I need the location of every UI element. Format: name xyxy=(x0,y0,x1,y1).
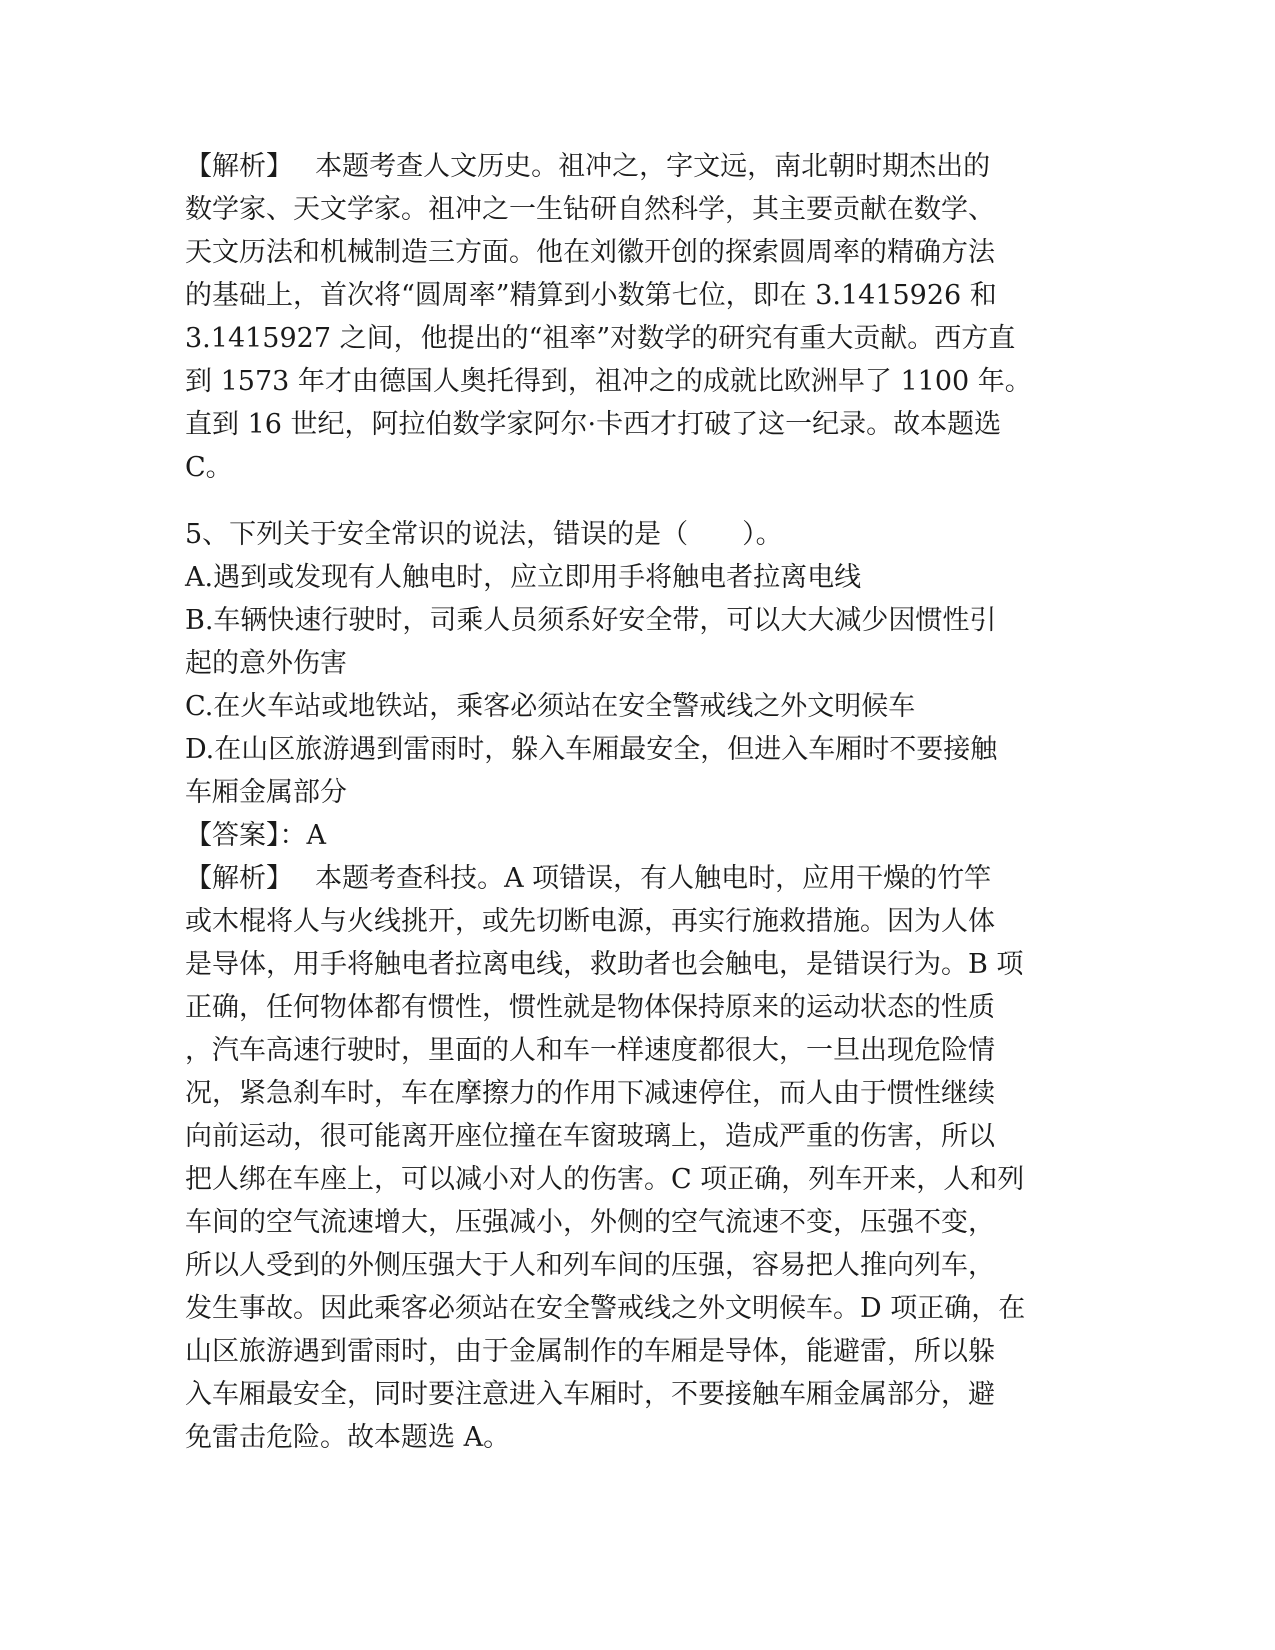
analysis-line: 到 1573 年才由德国人奥托得到，祖冲之的成就比欧洲早了 1100 年。 xyxy=(185,366,1032,397)
analysis-block xyxy=(185,857,1080,1459)
analysis-line: 把人绑在车座上，可以减小对人的伤害。C 项正确，列车开来，人和列 xyxy=(185,1164,1025,1195)
analysis-line: 3.1415927 之间，他提出的“祖率”对数学的研究有重大贡献。西方直 xyxy=(185,323,1016,354)
analysis-line: 所以人受到的外侧压强大于人和列车间的压强，容易把人推向列车， xyxy=(185,1250,995,1281)
analysis-line: 【解析】 本题考查人文历史。祖冲之，字文远，南北朝时期杰出的 xyxy=(185,151,991,182)
analysis-line: 山区旅游遇到雷雨时，由于金属制作的车厢是导体，能避雷，所以躲 xyxy=(185,1336,995,1367)
answer: 【答案】：A xyxy=(185,820,326,851)
analysis-line: 免雷击危险。故本题选 A。 xyxy=(185,1422,511,1453)
option-b-continued: 起的意外伤害 xyxy=(185,648,347,679)
question-stem: 5、下列关于安全常识的说法，错误的是（ ）。 xyxy=(185,519,783,550)
option-c: C.在火车站或地铁站，乘客必须站在安全警戒线之外文明候车 xyxy=(185,691,916,722)
analysis-line: 【解析】 本题考查科技。A 项错误，有人触电时，应用干燥的竹竿 xyxy=(185,863,992,894)
analysis-line: 入车厢最安全，同时要注意进入车厢时，不要接触车厢金属部分，避 xyxy=(185,1379,995,1410)
analysis-line: 或木棍将人与火线挑开，或先切断电源，再实行施救措施。因为人体 xyxy=(185,906,995,937)
option-b: B.车辆快速行驶时，司乘人员须系好安全带，可以大大减少因惯性引 xyxy=(185,605,997,636)
analysis-line: 直到 16 世纪，阿拉伯数学家阿尔·卡西才打破了这一纪录。故本题选 xyxy=(185,409,1002,440)
analysis-line: 车间的空气流速增大，压强减小，外侧的空气流速不变，压强不变， xyxy=(185,1207,995,1238)
analysis-line: 况，紧急刹车时，车在摩擦力的作用下减速停住，而人由于惯性继续 xyxy=(185,1078,995,1109)
paragraph-gap xyxy=(185,489,1080,513)
analysis-line: 的基础上，首次将“圆周率”精算到小数第七位，即在 3.1415926 和 xyxy=(185,280,997,311)
analysis-line: ，汽车高速行驶时，里面的人和车一样速度都很大，一旦出现危险情 xyxy=(185,1035,995,1066)
analysis-line: 正确，任何物体都有惯性，惯性就是物体保持原来的运动状态的性质 xyxy=(185,992,995,1023)
analysis-line: 天文历法和机械制造三方面。他在刘徽开创的探索圆周率的精确方法 xyxy=(185,237,995,268)
option-a: A.遇到或发现有人触电时，应立即用手将触电者拉离电线 xyxy=(185,562,862,593)
analysis-line: 是导体，用手将触电者拉离电线，救助者也会触电，是错误行为。B 项 xyxy=(185,949,1024,980)
option-d-continued: 车厢金属部分 xyxy=(185,777,347,808)
option-d: D.在山区旅游遇到雷雨时，躲入车厢最安全，但进入车厢时不要接触 xyxy=(185,734,998,765)
analysis-line: 向前运动，很可能离开座位撞在车窗玻璃上，造成严重的伤害，所以 xyxy=(185,1121,995,1152)
analysis-line: 数学家、天文学家。祖冲之一生钻研自然科学，其主要贡献在数学、 xyxy=(185,194,995,225)
question-5-block xyxy=(185,513,1080,1459)
previous-analysis-block xyxy=(185,145,1080,489)
analysis-line: C。 xyxy=(185,452,233,483)
document-page xyxy=(185,145,1080,1459)
analysis-line: 发生事故。因此乘客必须站在安全警戒线之外文明候车。D 项正确，在 xyxy=(185,1293,1026,1324)
